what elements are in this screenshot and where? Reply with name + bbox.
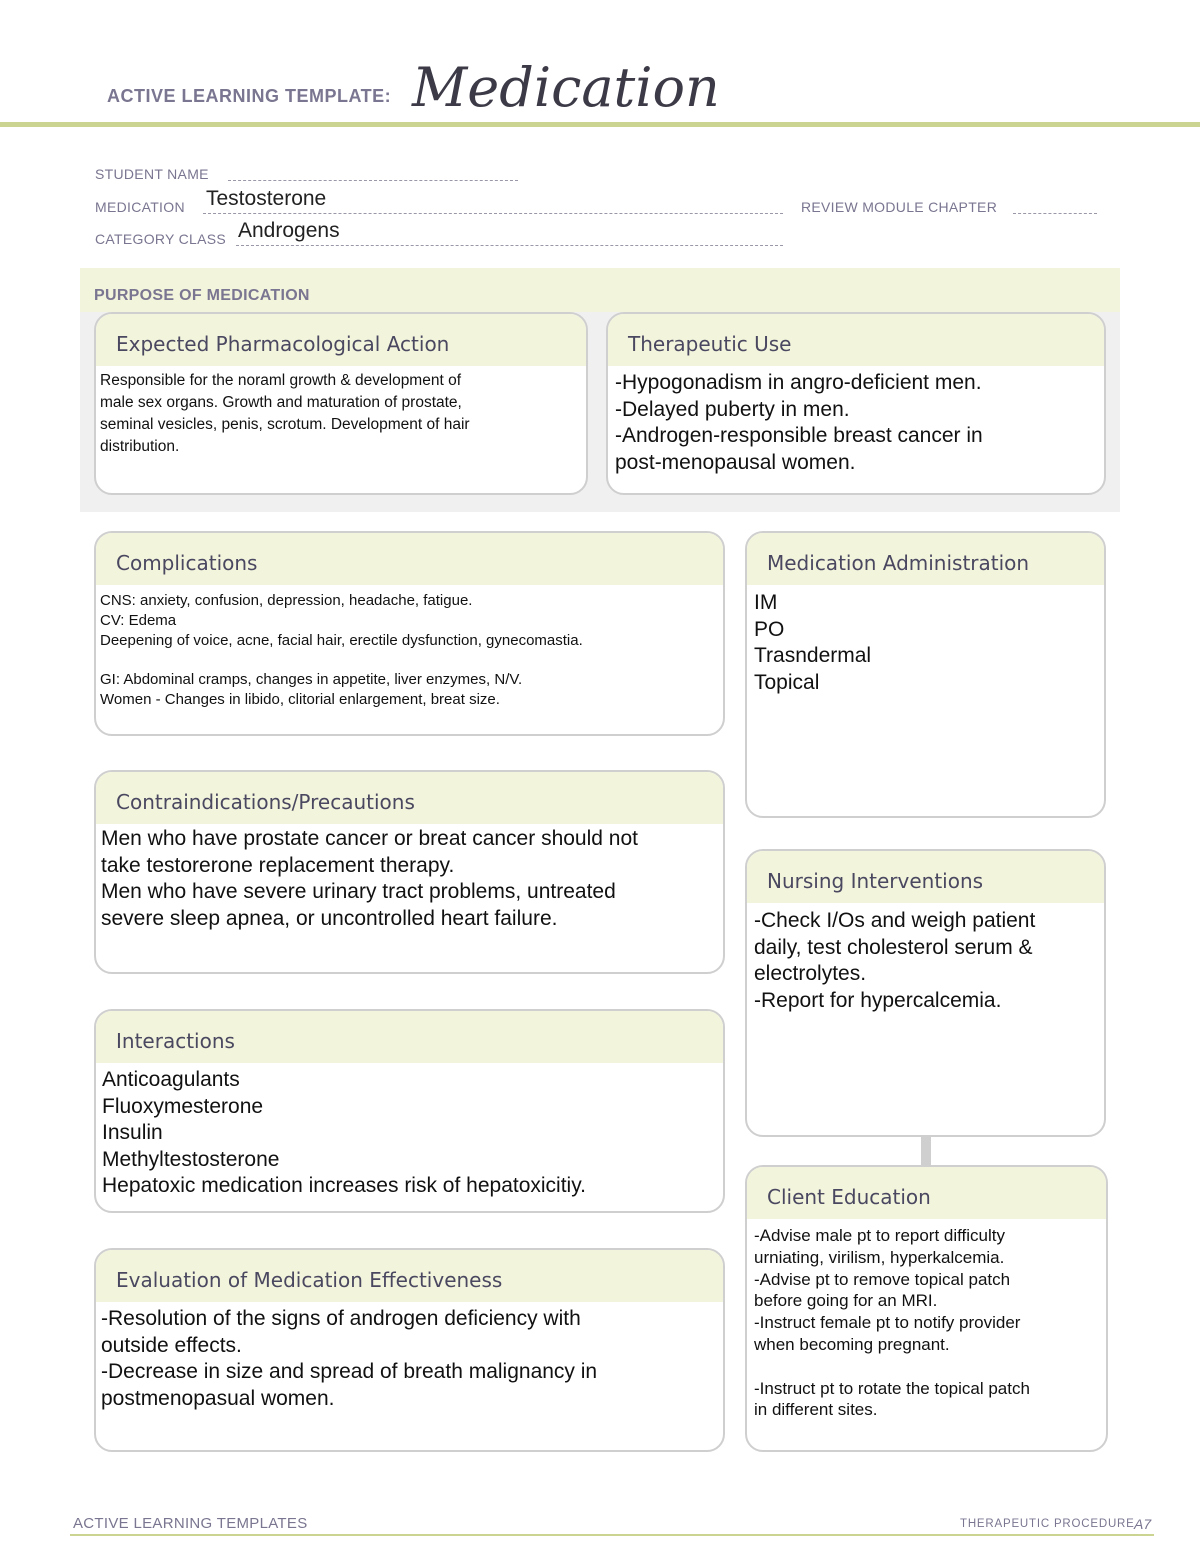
complications-title: Complications — [96, 533, 723, 585]
evaluation-title: Evaluation of Medication Effectiveness — [96, 1250, 723, 1302]
footer-rule — [70, 1534, 1154, 1536]
student-name-label: STUDENT NAME — [95, 166, 209, 182]
complications-line: Women - Changes in libido, clitorial enlargement, breat size. — [100, 690, 500, 708]
contraindications-line: take testorerone replacement therapy. — [101, 853, 455, 877]
template-label: ACTIVE LEARNING TEMPLATE: — [107, 86, 392, 106]
therapeutic-use-box[interactable] — [606, 312, 1106, 495]
client-education-line: -Advise pt to remove topical patch — [754, 1269, 1011, 1289]
client-education-line: before going for an MRI. — [754, 1291, 938, 1311]
expected-action-box[interactable] — [94, 312, 588, 495]
therapeutic-use-line: -Hypogonadism in angro-deficient men. — [615, 371, 982, 394]
therapeutic-use-title: Therapeutic Use — [608, 314, 1104, 366]
complications-box[interactable] — [94, 531, 725, 736]
administration-line: IM — [754, 591, 778, 614]
footer-left: ACTIVE LEARNING TEMPLATES — [73, 1515, 308, 1532]
client-education-line: in different sites. — [754, 1400, 878, 1420]
evaluation-line: postmenopasual women. — [101, 1386, 335, 1410]
nursing-line: daily, test cholesterol serum & — [754, 935, 1033, 959]
interactions-line: Fluoxymesterone — [102, 1094, 264, 1118]
complications-line: CV: Edema — [100, 611, 177, 629]
interactions-title: Interactions — [96, 1011, 723, 1063]
category-class-line — [236, 245, 783, 246]
client-education-line: -Instruct pt to rotate the topical patch — [754, 1378, 1030, 1398]
category-class-field[interactable]: Androgens — [238, 219, 340, 242]
complications-line: Deepening of voice, acne, facial hair, erectile dysfunction, gynecomastia. — [100, 631, 583, 649]
nursing-line: -Check I/Os and weigh patient — [754, 909, 1036, 932]
review-module-label: REVIEW MODULE CHAPTER — [801, 199, 998, 215]
evaluation-box[interactable] — [94, 1248, 725, 1452]
expected-action-line: Responsible for the noraml growth & development of — [100, 372, 462, 389]
footer-right: THERAPEUTIC PROCEDURE — [960, 1518, 1135, 1530]
administration-title: Medication Administration — [747, 533, 1104, 585]
therapeutic-use-line: -Androgen-responsible breast cancer in — [615, 424, 983, 447]
client-education-line: when becoming pregnant. — [754, 1334, 950, 1354]
contraindications-line: Men who have prostate cancer or breat cancer should not — [101, 827, 638, 850]
interactions-line: Methyltestosterone — [102, 1147, 280, 1171]
nursing-title: Nursing Interventions — [747, 851, 1104, 903]
interactions-line: Hepatoxic medication increases risk of hepatoxicitiy. — [102, 1174, 586, 1197]
therapeutic-use-line: post-menopausal women. — [615, 450, 856, 474]
medication-label: MEDICATION — [95, 199, 185, 215]
medication-line — [203, 213, 783, 214]
administration-line: Trasndermal — [754, 644, 872, 667]
contraindications-box[interactable] — [94, 770, 725, 974]
complications-spacer — [100, 650, 723, 670]
contraindications-title: Contraindications/Precautions — [96, 772, 723, 824]
evaluation-line: outside effects. — [101, 1333, 242, 1357]
nursing-line: -Report for hypercalcemia. — [754, 988, 1002, 1012]
contraindications-line: severe sleep apnea, or uncontrolled heart failure. — [101, 906, 558, 930]
box-connector — [921, 1136, 931, 1166]
nursing-line: electrolytes. — [754, 962, 867, 985]
expected-action-line: distribution. — [100, 438, 180, 455]
expected-action-title: Expected Pharmacological Action — [96, 314, 586, 366]
interactions-line: Anticoagulants — [102, 1068, 240, 1091]
header-rule — [0, 122, 1200, 127]
complications-line: GI: Abdominal cramps, changes in appetite, liver enzymes, N/V. — [100, 671, 523, 689]
evaluation-line: -Resolution of the signs of androgen deficiency with — [101, 1307, 581, 1330]
client-education-box[interactable] — [745, 1165, 1108, 1452]
client-education-line: urniating, virilism, hyperkalcemia. — [754, 1247, 1005, 1267]
client-education-title: Client Education — [747, 1167, 1106, 1219]
evaluation-line: -Decrease in size and spread of breath malignancy in — [101, 1360, 598, 1383]
administration-line: Topical — [754, 670, 820, 694]
student-name-line[interactable] — [228, 180, 518, 181]
complications-line: CNS: anxiety, confusion, depression, headache, fatigue. — [100, 592, 473, 609]
page-title: Medication — [412, 56, 720, 119]
therapeutic-use-line: -Delayed puberty in men. — [615, 397, 850, 421]
interactions-line: Insulin — [102, 1121, 163, 1144]
page-number: A7 — [1134, 1516, 1152, 1532]
purpose-label: PURPOSE OF MEDICATION — [94, 287, 310, 304]
administration-line: PO — [754, 617, 785, 641]
review-module-line[interactable] — [1013, 213, 1097, 214]
expected-action-line: seminal vesicles, penis, scrotum. Development of hair — [100, 416, 470, 433]
administration-box[interactable] — [745, 531, 1106, 818]
expected-action-line: male sex organs. Growth and maturation of prostate, — [100, 394, 462, 411]
medication-field[interactable]: Testosterone — [206, 187, 327, 210]
nursing-box[interactable] — [745, 849, 1106, 1137]
contraindications-line: Men who have severe urinary tract problems, untreated — [101, 880, 616, 903]
client-education-line: -Advise male pt to report difficulty — [754, 1226, 1006, 1245]
client-education-spacer — [754, 1356, 1106, 1378]
client-education-line: -Instruct female pt to notify provider — [754, 1313, 1021, 1333]
interactions-box[interactable] — [94, 1009, 725, 1213]
category-class-label: CATEGORY CLASS — [95, 231, 227, 247]
